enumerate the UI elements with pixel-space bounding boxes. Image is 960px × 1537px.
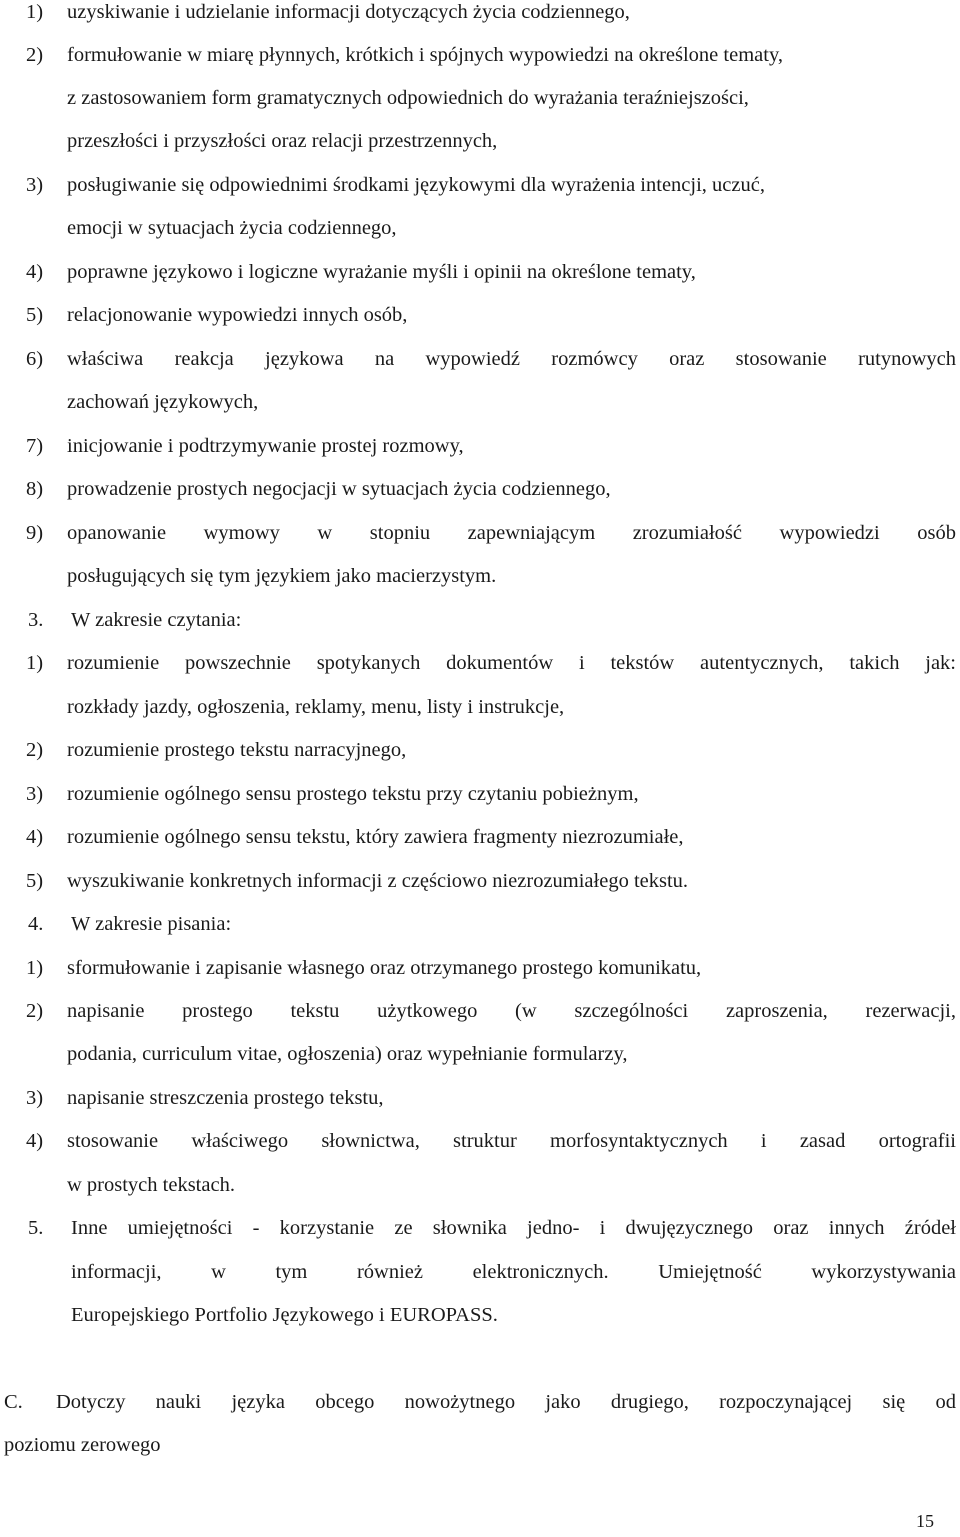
section-title: W zakresie czytania: <box>71 609 242 631</box>
item-text: rozkłady jazdy, ogłoszenia, reklamy, menu, listy i instrukcje, <box>67 696 565 718</box>
item-text: podania, curriculum vitae, ogłoszenia) oraz wypełnianie formularzy, <box>67 1043 628 1065</box>
item-text: rozumienie ogólnego sensu prostego tekstu przy czytaniu pobieżnym, <box>67 783 639 805</box>
section-number: 3. <box>28 609 44 631</box>
item-number: 7) <box>26 435 44 457</box>
item-text: napisanie prostego tekstu użytkowego (w szczególności zaproszenia, rezerwacji, <box>67 1000 956 1022</box>
item-text: emocji w sytuacjach życia codziennego, <box>67 217 397 239</box>
section-text: poziomu zerowego <box>4 1434 161 1456</box>
item-number: 2) <box>26 739 44 761</box>
item-number: 3) <box>26 783 44 805</box>
item-number: 4) <box>26 261 44 283</box>
item-text: posługiwanie się odpowiednimi środkami językowymi dla wyrażenia intencji, uczuć, <box>67 174 765 196</box>
item-number: 5) <box>26 870 44 892</box>
item-text: prowadzenie prostych negocjacji w sytuacjach życia codziennego, <box>67 478 611 500</box>
section-label: C. <box>4 1391 23 1413</box>
item-number: 6) <box>26 348 44 370</box>
item-number: 2) <box>26 1000 44 1022</box>
item-text: rozumienie powszechnie spotykanych dokumentów i tekstów autentycznych, takich jak: <box>67 652 956 674</box>
item-number: 1) <box>26 1 44 23</box>
section-text: Inne umiejętności - korzystanie ze słownika jedno- i dwujęzycznego oraz innych źródeł <box>71 1217 956 1239</box>
item-number: 1) <box>26 957 44 979</box>
item-text: sformułowanie i zapisanie własnego oraz otrzymanego prostego komunikatu, <box>67 957 702 979</box>
item-number: 2) <box>26 44 44 66</box>
item-text: formułowanie w miarę płynnych, krótkich i spójnych wypowiedzi na określone tematy, <box>67 44 783 66</box>
item-number: 3) <box>26 174 44 196</box>
item-text: posługujących się tym językiem jako macierzystym. <box>67 565 497 587</box>
item-text: rozumienie prostego tekstu narracyjnego, <box>67 739 407 761</box>
item-number: 5) <box>26 304 44 326</box>
item-text: wyszukiwanie konkretnych informacji z częściowo niezrozumiałego tekstu. <box>67 870 689 892</box>
item-text: inicjowanie i podtrzymywanie prostej rozmowy, <box>67 435 464 457</box>
section-text: Dotyczy nauki języka obcego nowożytnego jako drugiego, rozpoczynającej się od <box>56 1391 956 1413</box>
item-text: napisanie streszczenia prostego tekstu, <box>67 1087 384 1109</box>
item-text: z zastosowaniem form gramatycznych odpowiednich do wyrażania teraźniejszości, <box>67 87 749 109</box>
item-text: poprawne językowo i logiczne wyrażanie myśli i opinii na określone tematy, <box>67 261 696 283</box>
item-text: właściwa reakcja językowa na wypowiedź rozmówcy oraz stosowanie rutynowych <box>67 348 956 370</box>
section-number: 4. <box>28 913 44 935</box>
section-text: informacji, w tym również elektronicznych. Umiejętność wykorzystywania <box>71 1261 956 1283</box>
section-title: W zakresie pisania: <box>71 913 232 935</box>
item-text: przeszłości i przyszłości oraz relacji przestrzennych, <box>67 130 498 152</box>
item-text: stosowanie właściwego słownictwa, struktur morfosyntaktycznych i zasad ortografii <box>67 1130 956 1152</box>
item-number: 1) <box>26 652 44 674</box>
item-number: 3) <box>26 1087 44 1109</box>
item-text: zachowań językowych, <box>67 391 259 413</box>
item-text: relacjonowanie wypowiedzi innych osób, <box>67 304 408 326</box>
section-text: Europejskiego Portfolio Językowego i EUROPASS. <box>71 1304 498 1326</box>
page-number: 15 <box>916 1511 934 1531</box>
item-text: rozumienie ogólnego sensu tekstu, który zawiera fragmenty niezrozumiałe, <box>67 826 684 848</box>
section-number: 5. <box>28 1217 44 1239</box>
item-number: 9) <box>26 522 44 544</box>
item-number: 4) <box>26 1130 44 1152</box>
item-text: w prostych tekstach. <box>67 1174 235 1196</box>
item-text: opanowanie wymowy w stopniu zapewniającym zrozumiałość wypowiedzi osób <box>67 522 956 544</box>
item-text: uzyskiwanie i udzielanie informacji dotyczących życia codziennego, <box>67 1 630 23</box>
item-number: 8) <box>26 478 44 500</box>
item-number: 4) <box>26 826 44 848</box>
